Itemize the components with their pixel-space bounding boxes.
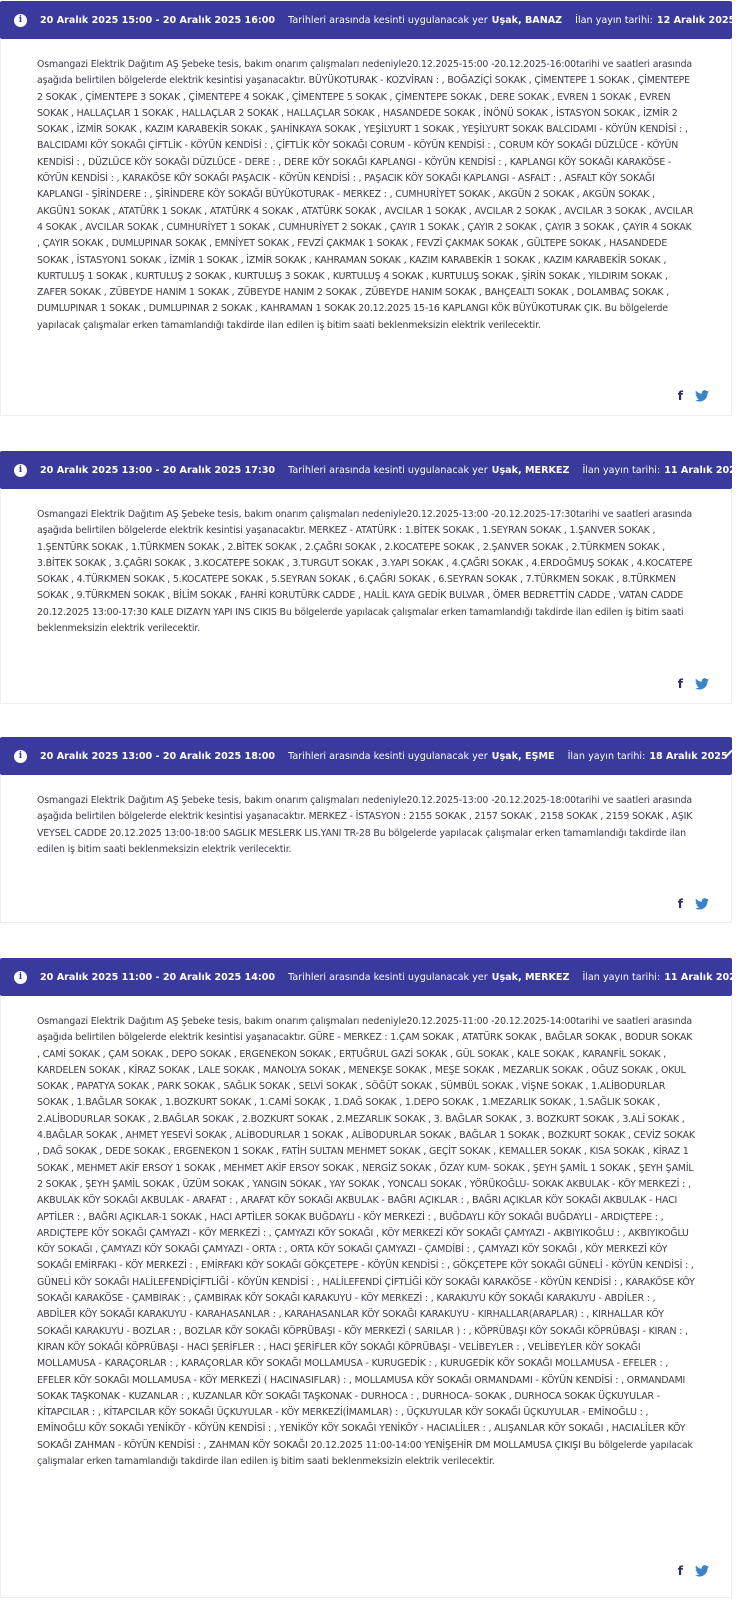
share-buttons [678,897,709,911]
notice-description: Tarihleri arasında kesinti uygulanacak yer [288,971,488,983]
notice-header[interactable] [0,1,736,39]
notice-publish-date: 11 Aralık 2025 [664,464,743,476]
notice-publish-date: 18 Aralık 2025 [649,750,728,762]
notice-body-text: Osmangazi Elektrik Dağıtım AŞ Şebeke tesis, bakım onarım çalışmaları nedeniyle20.12.2025-11:00 -20.12.2025-14:00tarihi ve saatleri arasında aşağıda belirtilen bölgelerde elektrik kesintisi yaşanacaktır. GÜRE - MERKEZ : 1.ÇAM SOKAK , ATATÜRK SOKAK , BAĞLAR SOKAK , BODUR SOKAK , CAMİ SOKAK , ÇAM SOKAK , DEPO SOKAK , ERGENEKON SOKAK , ERTUĞRUL GAZİ SOKAK , GÜL SOKAK , KALE SOKAK , KARANFİL SOKAK , KARDELEN SOKAK , KİRAZ SOKAK , LALE SOKAK , MANOLYA SOKAK , MENEKŞE SOKAK , MEŞE SOKAK , MEZARLIK SOKAK , OĞUZ SOKAK , OKUL SOKAK , PAPATYA SOKAK , PARK SOKAK , SAĞLIK SOKAK , SELVİ SOKAK , SÖĞÜT SOKAK , SÜMBÜL SOKAK , VİŞNE SOKAK , 1.ALİBODURLAR SOKAK , 1.BAĞLAR SOKAK , 1.BOZKURT SOKAK , 1.CAMİ SOKAK , 1.DAĞ SOKAK , 1.DEPO SOKAK , 1.MEZARLIK SOKAK , 1.SAĞLIK SOKAK , 2.ALİBODURLAR SOKAK , 2.BAĞLAR SOKAK , 2.BOZKURT SOKAK , 2.MEZARLIK SOKAK , 3. BAĞLAR SOKAK , 3. BOZKURT SOKAK , 3.ALİ SOKAK , 4.BAĞLAR SOKAK , AHMET YESEVİ SOKAK , ALİBODURLAR 1 SOKAK , ALİBODURLAR SOKAK , BAĞLAR 1 SOKAK , BOZKURT SOKAK , CEVİZ SOKAK , DAĞ SOKAK , DEDE SOKAK , ERGENEKON 1 SOKAK , FATİH SULTAN MEHMET SOKAK , GEÇİT SOKAK , KEMALLER SOKAK , KISA SOKAK , KİRAZ 1 SOKAK , MEHMET AKİF ERSOY 1 SOKAK , MEHMET AKİF ERSOY SOKAK , NERGİZ SOKAK , ÖZAY KUM- SOKAK , ŞEYH ŞAMİL 1 SOKAK , ŞEYH ŞAMİL 2 SOKAK , ŞEYH ŞAMİL SOKAK , ÜZÜM SOKAK , YANGIN SOKAK , YAY SOKAK , YONCALI SOKAK , YÖRÜKOĞLU- SOKAK AKBULAK - KÖY MERKEZİ : , AKBULAK KÖY SOKAĞI AKBULAK - ARAFAT : , ARAFAT KÖY SOKAĞI AKBULAK - BAĞRI AÇIKLAR : , BAĞRI AÇIKLAR KÖY SOKAĞI AKBULAK - HACI APTİLER : , BAĞRI AÇIKLAR-1 SOKAK , HACI APTİLER SOKAK BUĞDAYLI - KÖY MERKEZİ : , BUĞDAYLI KÖY SOKAĞI BUĞDAYLI - ARDIÇTEPE : , ARDIÇTEPE KÖY SOKAĞI ÇAMYAZI - KÖY MERKEZİ : , ÇAMYAZI KÖY SOKAĞI , KÖY MERKEZİ KÖY SOKAĞI ÇAMYAZI - AKBIYIKOĞLU : , AKBIYIKOĞLU KÖY SOKAĞI , ÇAMYAZI KÖY SOKAĞI ÇAMYAZI - ORTA : , ORTA KÖY SOKAĞI ÇAMYAZI - ÇAMDİBİ : , ÇAMYAZI KÖY SOKAĞI , KÖY MERKEZİ KÖY SOKAĞI EMİRFAKI - KÖY MERKEZİ : , EMİRFAKI KÖY SOKAĞI GÖKÇETEPE - KÖYÜN KENDİSİ : , GÖKÇETEPE KÖY SOKAĞI GÜNELİ - KÖYÜN KENDİSİ : , GÜNELİ KÖY SOKAĞI HALİLEFENDİÇİFTLİĞİ - KÖYÜN KENDİSİ : , HALİLEFENDİ ÇİFTLİĞİ KÖY SOKAĞI KARAKÖSE - KÖYÜN KENDİSİ : , KARAKÖSE KÖY SOKAĞI KARAKÖSE - ÇAMBIRAK : , ÇAMBIRAK KÖY SOKAĞI KARAKUYU - KÖY MERKEZİ : , KARAKUYU KÖY SOKAĞI KARAKUYU - ABDİLER : , ABDİLER KÖY SOKAĞI KARAKUYU - KARAHASANLAR : , KARAHASANLAR KÖY SOKAĞI KARAKUYU - KIRHALLAR(ARAPLAR) : , KIRHALLAR KÖY SOKAĞI KARAKUYU - BOZLAR : , BOZLAR KÖY SOKAĞI KÖPRÜBAŞI - KÖY MERKEZİ ( SARILAR ) : , KÖPRÜBAŞI KÖY SOKAĞI KÖPRÜBAŞI - KIRAN : , KIRAN KÖY SOKAĞI KÖPRÜBAŞI - HACI ŞERİFLER : , HACI ŞERİFLER KÖY SOKAĞI KÖPRÜBAŞI - VELİBEYLER : , VELİBEYLER KÖY SOKAĞI MOLLAMUSA - KARAÇORLAR : , KARAÇORLAR KÖY SOKAĞI MOLLAMUSA - KURUGEDİK : , KURUGEDİK KÖY SOKAĞI MOLLAMUSA - EFELER : , EFELER KÖY SOKAĞI MOLLAMUSA - KÖY MERKEZİ ( HACINASIFLAR) : , MOLLAMUSA KÖY SOKAĞI ORMANDAMI - KÖYÜN KENDİSİ : , ORMANDAMI SOKAK TAŞKONAK - KUZANLAR : , KUZANLAR KÖY SOKAĞI TAŞKONAK - DURHOCA : , DURHOCA- SOKAK , DURHOCA SOKAK ÜÇKUYULAR - KİTAPCILAR : , KİTAPCILAR KÖY SOKAĞI ÜÇKUYULAR - KÖY MERKEZİ(İMAMLAR) : , ÜÇKUYULAR KÖY SOKAĞI ÜÇKUYULAR - EMİNOĞLU : , EMİNOĞLU KÖY SOKAĞI YENİKÖY - KÖYÜN KENDİSİ : , YENİKÖY KÖY SOKAĞI YENİKÖY - HACIALİLER : , ALIŞANLAR KÖY SOKAĞI , HACIALİLER KÖY SOKAĞI ZAHMAN - KÖYÜN KENDİSİ : , ZAHMAN KÖY SOKAĞI 20.12.2025 11:00-14:00 YENİŞEHİR DM MOLLAMUSA ÇIKIŞI Bu bölgelerde yapılacak çalışmalar erken tamamlandığı takdirde ilan edilen iş bitim saati beklenmeksizin elektrik verilecektir. [37,1016,695,1468]
notice-date-range: 20 Aralık 2025 13:00 - 20 Aralık 2025 17:30 [40,464,276,476]
info-icon: i [14,971,27,984]
outage-notice-card [0,1,736,416]
facebook-icon[interactable]: f [677,677,683,691]
notice-body [0,775,732,923]
notice-place: Uşak, EŞME [491,750,555,762]
outage-notice-card [0,451,743,704]
notice-body [0,996,732,1598]
notice-date-range: 20 Aralık 2025 13:00 - 20 Aralık 2025 18:00 [40,750,276,762]
notice-publish-date: 12 Aralık 2025 [656,14,736,26]
twitter-icon[interactable] [695,1565,709,1577]
notice-body [0,39,732,416]
facebook-icon[interactable]: f [677,1564,683,1578]
notice-date-range: 20 Aralık 2025 11:00 - 20 Aralık 2025 14:00 [40,971,276,983]
share-buttons [678,677,709,691]
facebook-icon[interactable]: f [677,897,683,911]
notice-body [0,489,732,704]
outage-notice-card [0,958,743,1598]
notice-description: Tarihleri arasında kesinti uygulanacak yer [288,14,488,26]
notice-place: Uşak, MERKEZ [491,464,570,476]
info-icon: i [14,464,27,477]
facebook-icon[interactable]: f [677,389,683,403]
notice-body-text: Osmangazi Elektrik Dağıtım AŞ Şebeke tesis, bakım onarım çalışmaları nedeniyle20.12.2025-13:00 -20.12.2025-18:00tarihi ve saatleri arasında aşağıda belirtilen bölgelerde elektrik kesintisi yaşanacaktır. MERKEZ - İSTASYON : 2155 SOKAK , 2157 SOKAK , 2158 SOKAK , 2159 SOKAK , AŞIK VEYSEL CADDE 20.12.2025 13:00-18:00 SAGLIK MESLERK LIS.YANI TR-28 Bu bölgelerde yapılacak çalışmalar erken tamamlandığı takdirde ilan edilen iş bitim saati beklenmeksizin elektrik verilecektir. [37,795,693,855]
info-icon: i [14,14,27,27]
outage-notice-card [0,737,732,923]
share-buttons [678,1564,709,1578]
info-icon: i [14,750,27,763]
notice-publish-label: İlan yayın tarihi: [582,971,661,983]
notice-place: Uşak, MERKEZ [491,971,570,983]
notice-description: Tarihleri arasında kesinti uygulanacak yer [288,464,488,476]
twitter-icon[interactable] [695,898,709,910]
twitter-icon[interactable] [695,678,709,690]
notice-body-text: Osmangazi Elektrik Dağıtım AŞ Şebeke tesis, bakım onarım çalışmaları nedeniyle20.12.2025-15:00 -20.12.2025-16:00tarihi ve saatleri arasında aşağıda belirtilen bölgelerde elektrik kesintisi yaşanacaktır. BÜYÜKOTURAK - KOZVİRAN : , BOĞAZİÇİ SOKAK , ÇİMENTEPE 1 SOKAK , ÇİMENTEPE 2 SOKAK , ÇİMENTEPE 3 SOKAK , ÇİMENTEPE 4 SOKAK , ÇİMENTEPE 5 SOKAK , ÇİMENTEPE SOKAK , DERE SOKAK , EVREN 1 SOKAK , EVREN SOKAK , HALLAÇLAR 1 SOKAK , HALLAÇLAR 2 SOKAK , HALLAÇLAR SOKAK , HASANDEDE SOKAK , İNÖNÜ SOKAK , İSTASYON SOKAK , İZMİR 2 SOKAK , İZMİR SOKAK , KAZIM KARABEKİR SOKAK , ŞAHİNKAYA SOKAK , YEŞİLYURT 1 SOKAK , YEŞİLYURT SOKAK BALCIDAMI - KÖYÜN KENDİSİ : , BALCIDAMI KÖY SOKAĞI ÇİFTLİK - KÖYÜN KENDİSİ : , ÇİFTLİK KÖY SOKAĞI CORUM - KÖYÜN KENDİSİ : , CORUM KÖY SOKAĞI DÜZLÜCE - KÖYÜN KENDİSİ : , DÜZLÜCE KÖY SOKAĞI DÜZLÜCE - DERE : , DERE KÖY SOKAĞI KAPLANGI - KÖYÜN KENDİSİ : , KAPLANGI KÖY SOKAĞI KARAKÖSE - KÖYÜN KENDİSİ : , KARAKÖSE KÖY SOKAĞI PAŞACIK - KÖYÜN KENDİSİ : , PAŞACIK KÖY SOKAĞI KAPLANGI - ASFALT : , ASFALT KÖY SOKAĞI KAPLANGI - ŞİRİNDERE : , ŞİRİNDERE KÖY SOKAĞI BÜYÜKOTURAK - MERKEZ : , CUMHURİYET SOKAK , AKGÜN 2 SOKAK , AKGÜN SOKAK , AKGÜN1 SOKAK , ATATÜRK 1 SOKAK , ATATÜRK 4 SOKAK , ATATÜRK SOKAK , AVCILAR 1 SOKAK , AVCILAR 2 SOKAK , AVCILAR 3 SOKAK , AVCILAR 4 SOKAK , AVCILAR SOKAK , CUMHURİYET 1 SOKAK , CUMHURİYET 2 SOKAK , ÇAYIR 1 SOKAK , ÇAYIR 2 SOKAK , ÇAYIR 3 SOKAK , ÇAYIR 4 SOKAK , ÇAYIR SOKAK , DUMLUPINAR SOKAK , EMNİYET SOKAK , FEVZİ ÇAKMAK 1 SOKAK , FEVZİ ÇAKMAK SOKAK , GÜLTEPE SOKAK , HASANDEDE SOKAK , İSTASYON1 SOKAK , İZMİR 1 SOKAK , İZMİR SOKAK , KAHRAMAN SOKAK , KAZIM KARABEKİR 1 SOKAK , KAZIM KARABEKİR SOKAK , KURTULUŞ 1 SOKAK , KURTULUŞ 2 SOKAK , KURTULUŞ 3 SOKAK , KURTULUŞ 4 SOKAK , KURTULUŞ SOKAK , ŞİRİN SOKAK , YILDIRIM SOKAK , ZAFER SOKAK , ZÜBEYDE HANIM 1 SOKAK , ZÜBEYDE HANIM 2 SOKAK , ZÜBEYDE HANIM SOKAK , BAHÇEALTI SOKAK , DOLAMBAÇ SOKAK , DUMLUPINAR 1 SOKAK , DUMLUPINAR 2 SOKAK , KAHRAMAN 1 SOKAK 20.12.2025 15-16 KAPLANGI KÖK BÜYÜKOTURAK ÇIK. Bu bölgelerde yapılacak çalışmalar erken tamamlandığı takdirde ilan edilen iş bitim saati beklenmeksizin elektrik verilecektir. [37,59,694,331]
notice-publish-label: İlan yayın tarihi: [575,14,653,26]
notice-header[interactable] [0,958,743,996]
notice-header[interactable] [0,737,732,775]
notice-header[interactable] [0,451,743,489]
notice-description: Tarihleri arasında kesinti uygulanacak yer [288,750,488,762]
notice-date-range: 20 Aralık 2025 15:00 - 20 Aralık 2025 16:00 [40,14,276,26]
share-buttons [678,389,709,403]
notice-place: Uşak, BANAZ [491,14,563,26]
notice-publish-date: 11 Aralık 2025 [664,971,743,983]
notice-publish-label: İlan yayın tarihi: [567,750,646,762]
notice-publish-label: İlan yayın tarihi: [582,464,661,476]
twitter-icon[interactable] [695,390,709,402]
notice-body-text: Osmangazi Elektrik Dağıtım AŞ Şebeke tesis, bakım onarım çalışmaları nedeniyle20.12.2025-13:00 -20.12.2025-17:30tarihi ve saatleri arasında aşağıda belirtilen bölgelerde elektrik kesintisi yaşanacaktır. MERKEZ - ATATÜRK : 1.BİTEK SOKAK , 1.SEYRAN SOKAK , 1.ŞANVER SOKAK , 1.ŞENTÜRK SOKAK , 1.TÜRKMEN SOKAK , 2.BİTEK SOKAK , 2.ÇAĞRI SOKAK , 2.KOCATEPE SOKAK , 2.ŞANVER SOKAK , 2.TÜRKMEN SOKAK , 3.BİTEK SOKAK , 3.ÇAĞRI SOKAK , 3.KOCATEPE SOKAK , 3.TURGUT SOKAK , 3.YAPI SOKAK , 4.ÇAĞRI SOKAK , 4.ERDOĞMUŞ SOKAK , 4.KOCATEPE SOKAK , 4.TÜRKMEN SOKAK , 5.KOCATEPE SOKAK , 5.SEYRAN SOKAK , 6.ÇAĞRI SOKAK , 6.SEYRAN SOKAK , 7.TÜRKMEN SOKAK , 8.TÜRKMEN SOKAK , 9.TÜRKMEN SOKAK , BİLİM SOKAK , FAHRİ KORUTÜRK CADDE , HALİL KAYA GEDİK BULVAR , ÖMER BEDRETTİN CADDE , VATAN CADDE 20.12.2025 13:00-17:30 KALE DIZAYN YAPI INS CIKIS Bu bölgelerde yapılacak çalışmalar erken tamamlandığı takdirde ilan edilen iş bitim saati beklenmeksizin elektrik verilecektir. [37,509,693,635]
